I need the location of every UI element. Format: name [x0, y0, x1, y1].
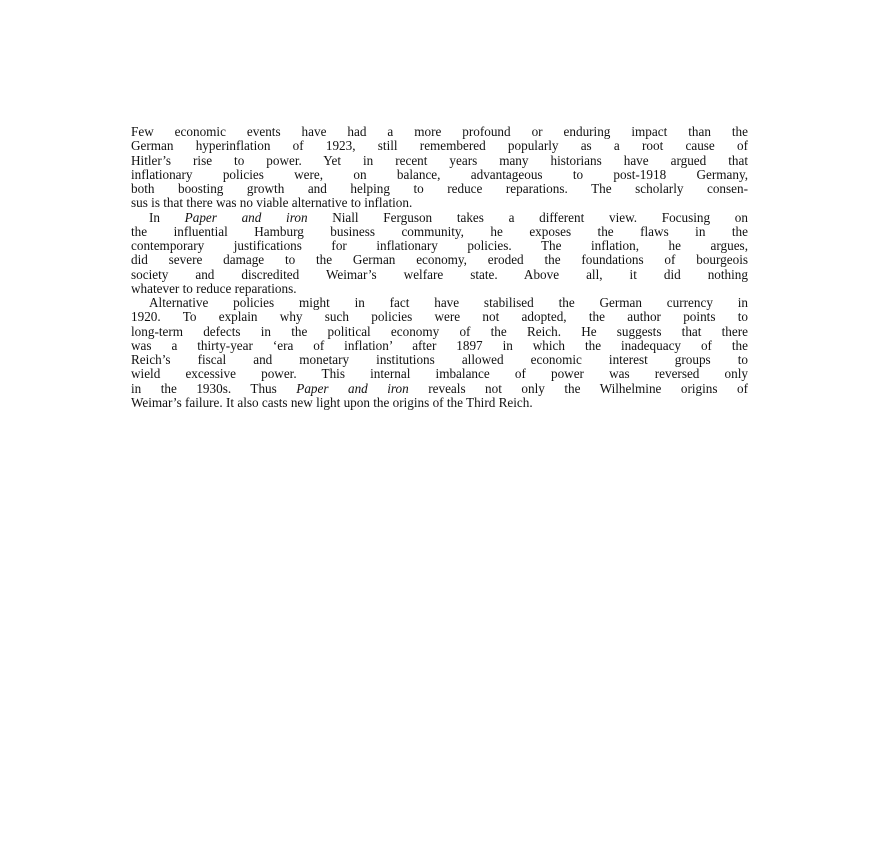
text-line [131, 125, 748, 139]
text-line [131, 282, 748, 296]
text-line [131, 296, 748, 310]
paragraph-3 [131, 296, 748, 410]
text-run: Alternative policies might in fact have stabilised the German currency in [149, 295, 748, 310]
text-run: German hyperinflation of 1923, still remembered popularly as a root cause of [131, 138, 748, 154]
text-run: In [149, 209, 185, 225]
text-run: Niall Ferguson takes a different view. Focusing on [307, 209, 748, 225]
text-run: Weimar’s failure. It also casts new light upon the origins of the Third Reich. [131, 394, 533, 410]
text-line [131, 310, 748, 324]
text-run: wield excessive power. This internal imbalance of power was reversed only [131, 366, 748, 382]
text-run: reveals not only the Wilhelmine origins of [408, 380, 749, 396]
text-run: was a thirty-year ‘era of inflation’ after 1897 in which the inadequacy of the [131, 337, 748, 353]
text-line [131, 325, 748, 339]
text-run: long-term defects in the political economy of the Reich. He suggests that there [131, 323, 748, 339]
text-run: Hitler’s rise to power. Yet in recent years many historians have argued that [131, 152, 748, 168]
text-line [131, 196, 748, 210]
text-line [131, 382, 748, 396]
text-run: 1920. To explain why such policies were not adopted, the author points to [131, 309, 748, 325]
text-line [131, 339, 748, 353]
text-run: society and discredited Weimar’s welfare state. Above all, it did nothing [131, 266, 748, 282]
book-title-italic: Paper and iron [296, 380, 409, 396]
text-line [131, 211, 748, 225]
text-line [131, 168, 748, 182]
text-run: did severe damage to the German economy, eroded the foundations of bourgeois [131, 252, 748, 268]
text-run: whatever to reduce reparations. [131, 280, 297, 296]
book-title-italic: Paper and iron [184, 209, 308, 225]
text-run: inflationary policies were, on balance, advantageous to post-1918 Germany, [131, 166, 748, 182]
text-run: both boosting growth and helping to reduce reparations. The scholarly consen- [131, 181, 748, 196]
text-line [131, 367, 748, 381]
text-run: contemporary justifications for inflationary policies. The inflation, he argues, [131, 238, 748, 253]
text-run: the influential Hamburg business community, he exposes the flaws in the [131, 223, 748, 239]
text-run: Reich’s fiscal and monetary institutions allowed economic interest groups to [131, 352, 748, 367]
text-line [131, 154, 748, 168]
text-line [131, 268, 748, 282]
text-line [131, 396, 748, 410]
blurb-text-block [131, 125, 748, 410]
text-run: Few economic events have had a more profound or enduring impact than the [131, 124, 748, 139]
text-line [131, 353, 748, 367]
text-line [131, 239, 748, 253]
text-line [131, 139, 748, 153]
text-run: sus is that there was no viable alternative to inflation. [131, 195, 413, 211]
paragraph-1 [131, 125, 748, 211]
text-line [131, 253, 748, 267]
text-run: in the 1930s. Thus [131, 380, 297, 396]
text-line [131, 182, 748, 196]
text-line [131, 225, 748, 239]
paragraph-2 [131, 211, 748, 297]
